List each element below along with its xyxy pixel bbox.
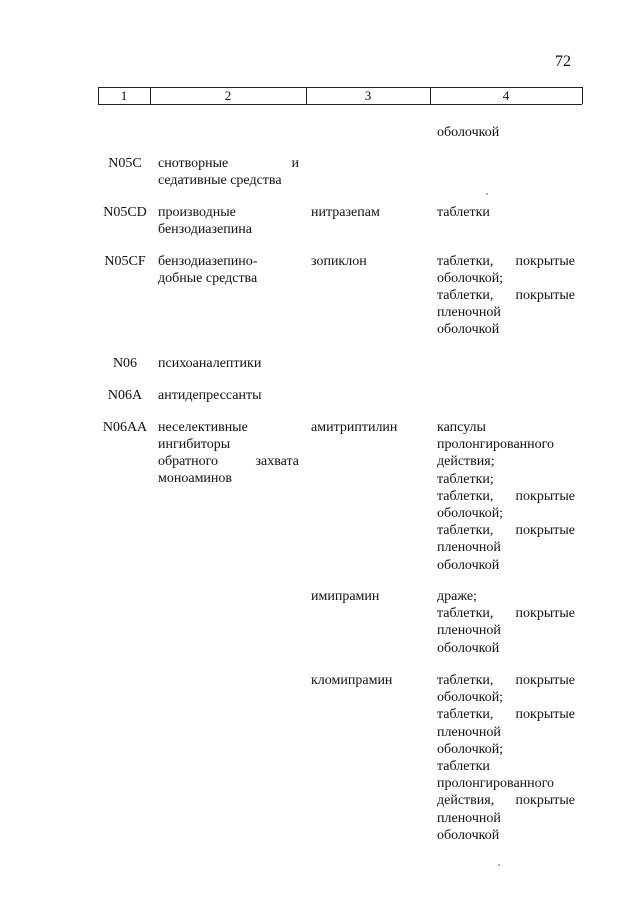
dosage-form-line: оболочкой; xyxy=(437,690,504,705)
text-part: таблетки, xyxy=(437,288,494,303)
text-part: таблетки, xyxy=(437,489,494,504)
atc-group-name-line: ингибиторы xyxy=(158,437,231,452)
atc-group-name xyxy=(158,155,299,172)
dosage-form-line xyxy=(437,672,575,689)
column-header-1: 1 xyxy=(120,88,128,103)
text-part: покрытые xyxy=(515,673,575,688)
dosage-form-line: драже; xyxy=(437,589,477,604)
column-header-4: 4 xyxy=(502,88,510,103)
drug-name: кломипрамин xyxy=(311,673,393,688)
text-part: покрытые xyxy=(515,254,575,269)
text-part: таблетки, xyxy=(437,606,494,621)
atc-group-name: бензодиазепино- xyxy=(158,254,258,269)
dosage-form: оболочкой xyxy=(437,125,500,140)
atc-group-name-line: моноаминов xyxy=(158,471,233,486)
dosage-form-line: оболочкой; xyxy=(437,271,504,286)
dosage-form-line: пролонгированного xyxy=(437,437,555,452)
atc-code: N06 xyxy=(112,356,138,371)
text-part: покрытые xyxy=(515,707,575,722)
dosage-form-line: пролонгированного xyxy=(437,776,555,791)
text-part: обратного xyxy=(158,454,218,469)
dosage-form-line: оболочкой xyxy=(437,558,500,573)
dosage-form-line: пленочной xyxy=(437,725,501,740)
atc-group-name-line: добные средства xyxy=(158,271,258,286)
dosage-form-line xyxy=(437,522,575,539)
drug-name: имипрамин xyxy=(311,589,380,604)
dosage-form-line: оболочкой; xyxy=(437,742,504,757)
dosage-form xyxy=(437,287,575,304)
atc-group-name-line: бензодиазепина xyxy=(158,222,252,237)
dosage-form-line: пленочной xyxy=(437,540,501,555)
dosage-form-line: таблетки; xyxy=(437,472,494,487)
dosage-form-line xyxy=(437,792,575,809)
atc-group-name-line xyxy=(158,453,299,470)
text-part: таблетки, xyxy=(437,254,494,269)
atc-code: N05CF xyxy=(104,254,146,269)
dosage-form-line xyxy=(437,488,575,505)
text-part: снотворные xyxy=(158,156,229,171)
atc-code: N06AA xyxy=(102,420,148,435)
header-divider xyxy=(582,87,583,104)
dosage-form-line: действия; xyxy=(437,454,495,469)
dosage-form xyxy=(437,253,575,270)
drug-name: зопиклон xyxy=(311,254,367,269)
atc-code: N06A xyxy=(107,388,143,403)
header-top-rule xyxy=(98,87,582,88)
drug-name: нитразепам xyxy=(311,205,380,220)
text-part: покрытые xyxy=(515,523,575,538)
atc-code: N05C xyxy=(108,156,142,171)
page-number: 72 xyxy=(555,53,571,70)
column-header-2: 2 xyxy=(224,88,232,103)
atc-group-name: психоаналептики xyxy=(158,356,262,371)
text-part: действия, xyxy=(437,793,495,808)
atc-group-name-line: седативные средства xyxy=(158,173,282,188)
dosage-form-line: капсулы xyxy=(437,420,486,435)
text-part: покрытые xyxy=(515,606,575,621)
dosage-form-line: таблетки xyxy=(437,759,490,774)
text-part: таблетки, xyxy=(437,523,494,538)
atc-group-name: неселективные xyxy=(158,420,248,435)
atc-code: N05CD xyxy=(103,205,147,220)
dosage-form-line: оболочкой; xyxy=(437,506,504,521)
dosage-form-line xyxy=(437,605,575,622)
text-part: покрытые xyxy=(515,489,575,504)
dosage-form-line: пленочной xyxy=(437,305,501,320)
dosage-form-line xyxy=(437,706,575,723)
drug-name: амитриптилин xyxy=(311,420,398,435)
dosage-form-line: пленочной xyxy=(437,623,501,638)
dosage-form-line: оболочкой xyxy=(437,828,500,843)
text-part: и xyxy=(291,156,299,171)
dosage-form-line: оболочкой xyxy=(437,322,500,337)
atc-group-name: антидепрессанты xyxy=(158,388,262,403)
text-part: покрытые xyxy=(515,288,575,303)
text-part: таблетки, xyxy=(437,707,494,722)
column-header-3: 3 xyxy=(364,88,372,103)
text-part: таблетки, xyxy=(437,673,494,688)
text-part: покрытые xyxy=(515,793,575,808)
dosage-form: таблетки xyxy=(437,205,490,220)
header-bottom-rule xyxy=(98,104,582,105)
text-part: захвата xyxy=(255,454,299,469)
scan-speck xyxy=(486,193,488,195)
scan-speck xyxy=(498,864,500,866)
dosage-form-line: оболочкой xyxy=(437,641,500,656)
atc-group-name: производные xyxy=(158,205,236,220)
dosage-form-line: пленочной xyxy=(437,811,501,826)
